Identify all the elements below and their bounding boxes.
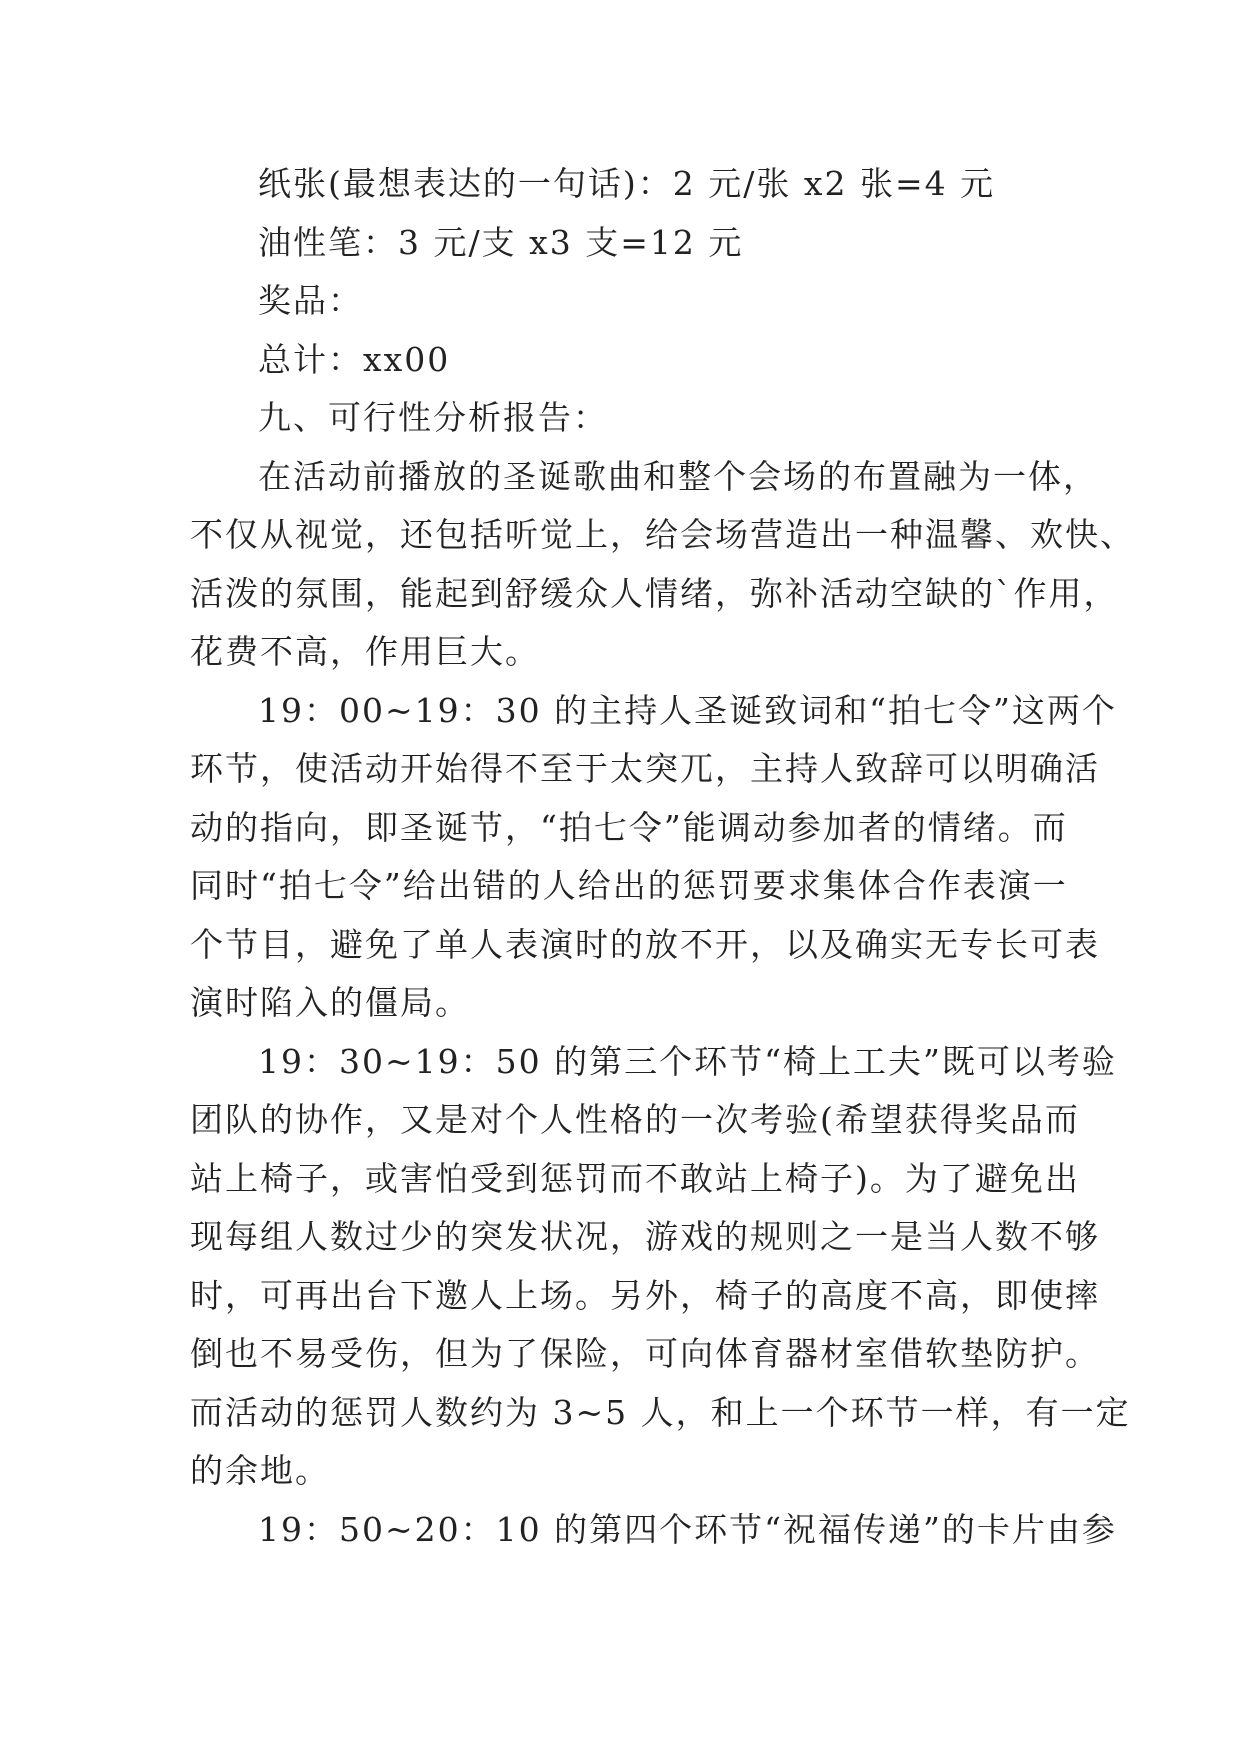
text-line: 19：50~20：10 的第四个环节“祝福传递”的卡片由参 [258, 1509, 1117, 1549]
text-line: 环节，使活动开始得不至于太突兀，主持人致辞可以明确活 [190, 749, 1100, 788]
text-line: 19：00~19：30 的主持人圣诞致词和“拍七令”这两个 [258, 690, 1117, 730]
text-line: 动的指向，即圣诞节，“拍七令”能调动参加者的情绪。而 [190, 807, 1068, 847]
text-line: 不仅从视觉，还包括听觉上，给会场营造出一种温馨、欢快、 [190, 515, 1135, 554]
text-line: 而活动的惩罚人数约为 3~5 人，和上一个环节一样，有一定 [190, 1392, 1131, 1432]
text-line: 现每组人数过少的突发状况，游戏的规则之一是当人数不够 [190, 1217, 1100, 1256]
text-line: 团队的协作，又是对个人性格的一次考验(希望获得奖品而 [190, 1100, 1080, 1139]
text-line: 个节目，避免了单人表演时的放不开，以及确实无专长可表 [190, 924, 1100, 964]
text-line: 总计：xx00 [258, 339, 451, 379]
text-line: 演时陷入的僵局。 [190, 983, 470, 1022]
text-line: 奖品： [258, 281, 363, 320]
text-line: 油性笔：3 元/支 x3 支=12 元 [258, 222, 744, 262]
text-line: 纸张(最想表达的一句话)：2 元/张 x2 张=4 元 [258, 164, 996, 203]
section-heading: 九、可行性分析报告： [258, 398, 608, 437]
text-line: 活泼的氛围，能起到舒缓众人情绪，弥补活动空缺的`作用， [190, 573, 1119, 613]
text-line: 在活动前播放的圣诞歌曲和整个会场的布置融为一体， [258, 456, 1098, 496]
text-line: 的余地。 [190, 1451, 330, 1490]
text-line: 19：30~19：50 的第三个环节“椅上工夫”既可以考验 [258, 1041, 1117, 1081]
text-line: 时，可再出台下邀人上场。另外，椅子的高度不高，即使摔 [190, 1275, 1100, 1315]
text-line: 花费不高，作用巨大。 [190, 632, 540, 671]
document-body [190, 155, 1135, 1559]
text-line: 站上椅子，或害怕受到惩罚而不敢站上椅子)。为了避免出 [190, 1158, 1080, 1198]
text-line: 同时“拍七令”给出错的人给出的惩罚要求集体合作表演一 [190, 866, 1068, 905]
text-line: 倒也不易受伤，但为了保险，可向体育器材室借软垫防护。 [190, 1334, 1100, 1373]
